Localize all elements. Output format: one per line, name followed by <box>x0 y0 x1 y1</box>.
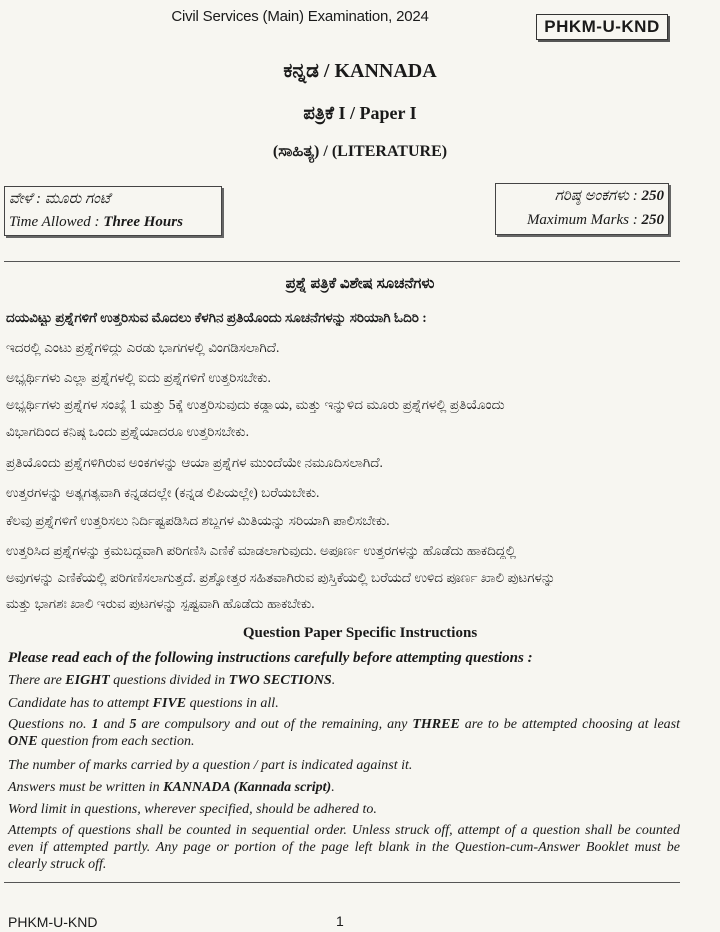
maximum-marks-value: 250 <box>641 212 664 228</box>
divider-top <box>4 261 680 262</box>
text-fragment: and <box>98 717 130 732</box>
time-allowed-value: Three Hours <box>103 214 183 230</box>
divider-bottom <box>4 882 680 883</box>
text-fragment: are to be attempted choosing at least <box>459 717 681 732</box>
text-fragment: THREE <box>412 717 460 732</box>
instruction-compulsory-questions <box>8 716 680 750</box>
instruction-question-count <box>8 672 680 689</box>
text-fragment: Questions no. <box>8 717 92 732</box>
maximum-marks-english <box>527 212 664 229</box>
text-fragment: are compulsory and out of the remaining, any <box>136 717 413 732</box>
instruction-language <box>8 779 680 796</box>
text-fragment: FIVE <box>152 696 187 711</box>
text-fragment: question from each section. <box>37 734 195 749</box>
kannada-instruction-line: ಇದರಲ್ಲಿ ಎಂಟು ಪ್ರಶ್ನೆಗಳಿದ್ದು ಎರಡು ಭಾಗಗಳಲ್ಲಿ ವಿಂಗಡಿಸಲಾಗಿದೆ. <box>6 340 280 355</box>
time-allowed-label: Time Allowed : <box>9 214 104 230</box>
text-fragment: EIGHT <box>65 673 110 688</box>
kannada-instruction-line: ಅಭ್ಯರ್ಥಿಗಳು ಪ್ರಶ್ನೆಗಳ ಸಂಖ್ಯೆ 1 ಮತ್ತು 5ಕ್ಕೆ ಉತ್ತರಿಸುವುದು ಕಡ್ಡಾಯ, ಮತ್ತು ಇನ್ನುಳಿದ ಮೂರು ಪ್ರಶ್ನೆಗಳಲ್ಲಿ ಪ್ರತಿಯೊಂದು <box>6 397 505 412</box>
text-fragment: ONE <box>8 734 38 749</box>
paper-code-box: PHKM-U-KND <box>536 14 668 40</box>
text-fragment: TWO SECTIONS <box>228 673 332 688</box>
text-fragment: questions in all. <box>186 696 279 711</box>
kannada-instructions-intro: ದಯವಿಟ್ಟು ಪ್ರಶ್ನೆಗಳಿಗೆ ಉತ್ತರಿಸುವ ಮೊದಲು ಕೆಳಗಿನ ಪ್ರತಿಯೊಂದು ಸೂಚನೆಗಳನ್ನು ಸರಿಯಾಗಿ ಓದಿರಿ : <box>6 310 427 325</box>
page-number: 1 <box>336 913 344 929</box>
english-instructions-intro: Please read each of the following instructions carefully before attempting questions : <box>8 650 533 666</box>
text-fragment: There are <box>8 673 66 688</box>
maximum-marks-kannada-value: 250 <box>641 188 664 204</box>
subject-title: ಕನ್ನಡ / KANNADA <box>283 60 437 82</box>
kannada-instruction-line: ಪ್ರತಿಯೊಂದು ಪ್ರಶ್ನೆಗಳಿಗಿರುವ ಅಂಕಗಳನ್ನು ಆಯಾ ಪ್ರಶ್ನೆಗಳ ಮುಂದೆಯೇ ನಮೂದಿಸಲಾಗಿದೆ. <box>6 455 383 470</box>
kannada-instruction-line: ಮತ್ತು ಭಾಗಶಃ ಖಾಲಿ ಇರುವ ಪುಟಗಳನ್ನು ಸ್ಪಷ್ಟವಾಗಿ ಹೊಡೆದು ಹಾಕಬೇಕು. <box>6 596 315 611</box>
maximum-marks-kannada-label: ಗರಿಷ್ಠ ಅಂಕಗಳು : <box>554 188 642 204</box>
instruction-attempt-five <box>8 695 680 712</box>
text-fragment: questions divided in <box>109 673 229 688</box>
text-fragment: KANNADA (Kannada script) <box>163 780 332 795</box>
kannada-instructions-heading: ಪ್ರಶ್ನೆ ಪತ್ರಿಕೆ ವಿಶೇಷ ಸೂಚನೆಗಳು <box>285 276 435 292</box>
time-allowed-kannada: ವೇಳೆ : ಮೂರು ಗಂಟೆ <box>9 191 111 207</box>
section-title: (ಸಾಹಿತ್ಯ) / (LITERATURE) <box>272 143 448 160</box>
text-fragment: 1 <box>91 717 99 732</box>
kannada-instruction-line: ಕೆಲವು ಪ್ರಶ್ನೆಗಳಿಗೆ ಉತ್ತರಿಸಲು ನಿರ್ದಿಷ್ಟಪಡಿಸಿದ ಶಬ್ದಗಳ ಮಿತಿಯನ್ನು ಸರಿಯಾಗಿ ಪಾಲಿಸಬೇಕು. <box>6 513 390 528</box>
instruction-sequential-order: Attempts of questions shall be counted in sequential order. Unless struck off, attempt of a question shall be counted even if attempted partly. Any page or portion of the page left blank in the Question-cum-Answer Booklet must be clearly struck off. <box>8 823 680 872</box>
text-fragment: Candidate has to attempt <box>8 696 153 711</box>
text-fragment: . <box>331 780 335 795</box>
footer-paper-code: PHKM-U-KND <box>8 914 98 930</box>
kannada-instruction-line: ಅವುಗಳನ್ನು ಎಣಿಕೆಯಲ್ಲಿ ಪರಿಗಣಿಸಲಾಗುತ್ತದೆ. ಪ್ರಶ್ನೋತ್ತರ ಸಹಿತವಾಗಿರುವ ಪುಸ್ತಿಕೆಯಲ್ಲಿ ಬರೆಯದೆ ಉಳಿದ ಪೂರ್ಣ ಖಾಲಿ ಪುಟಗಳನ್ನು <box>6 570 556 585</box>
text-fragment: 5 <box>129 717 137 732</box>
time-allowed-box <box>4 186 222 236</box>
kannada-instruction-line: ಉತ್ತರಿಸಿದ ಪ್ರಶ್ನೆಗಳನ್ನು ಕ್ರಮಬದ್ಧವಾಗಿ ಪರಿಗಣಿಸಿ ಎಣಿಕೆ ಮಾಡಲಾಗುವುದು. ಅಪೂರ್ಣ ಉತ್ತರಗಳನ್ನು ಹೊಡೆದು ಹಾಕದಿದ್ದಲ್ಲಿ <box>6 543 517 558</box>
time-allowed-english <box>9 214 183 231</box>
maximum-marks-box <box>495 183 669 235</box>
kannada-instruction-line: ವಿಭಾಗದಿಂದ ಕನಿಷ್ಠ ಒಂದು ಪ್ರಶ್ನೆಯಾದರೂ ಉತ್ತರಿಸಬೇಕು. <box>6 424 249 439</box>
maximum-marks-kannada <box>555 187 664 205</box>
text-fragment: . <box>331 673 336 688</box>
kannada-instruction-line: ಉತ್ತರಗಳನ್ನು ಅತ್ಯಗತ್ಯವಾಗಿ ಕನ್ನಡದಲ್ಲೇ (ಕನ್ನಡ ಲಿಪಿಯಲ್ಲೇ) ಬರೆಯಬೇಕು. <box>6 485 320 500</box>
instruction-marks: The number of marks carried by a question / part is indicated against it. <box>8 758 413 773</box>
paper-title: ಪತ್ರಿಕೆ I / Paper I <box>303 103 417 123</box>
text-fragment: Answers must be written in <box>8 780 164 795</box>
maximum-marks-label: Maximum Marks : <box>526 212 642 228</box>
instruction-word-limit: Word limit in questions, wherever specified, should be adhered to. <box>8 802 377 817</box>
english-instructions-heading: Question Paper Specific Instructions <box>242 625 478 641</box>
exam-title: Civil Services (Main) Examination, 2024 <box>171 8 429 25</box>
kannada-instruction-line: ಅಭ್ಯರ್ಥಿಗಳು ಎಲ್ಲಾ ಪ್ರಶ್ನೆಗಳಲ್ಲಿ ಐದು ಪ್ರಶ್ನೆಗಳಿಗೆ ಉತ್ತರಿಸಬೇಕು. <box>6 370 271 385</box>
